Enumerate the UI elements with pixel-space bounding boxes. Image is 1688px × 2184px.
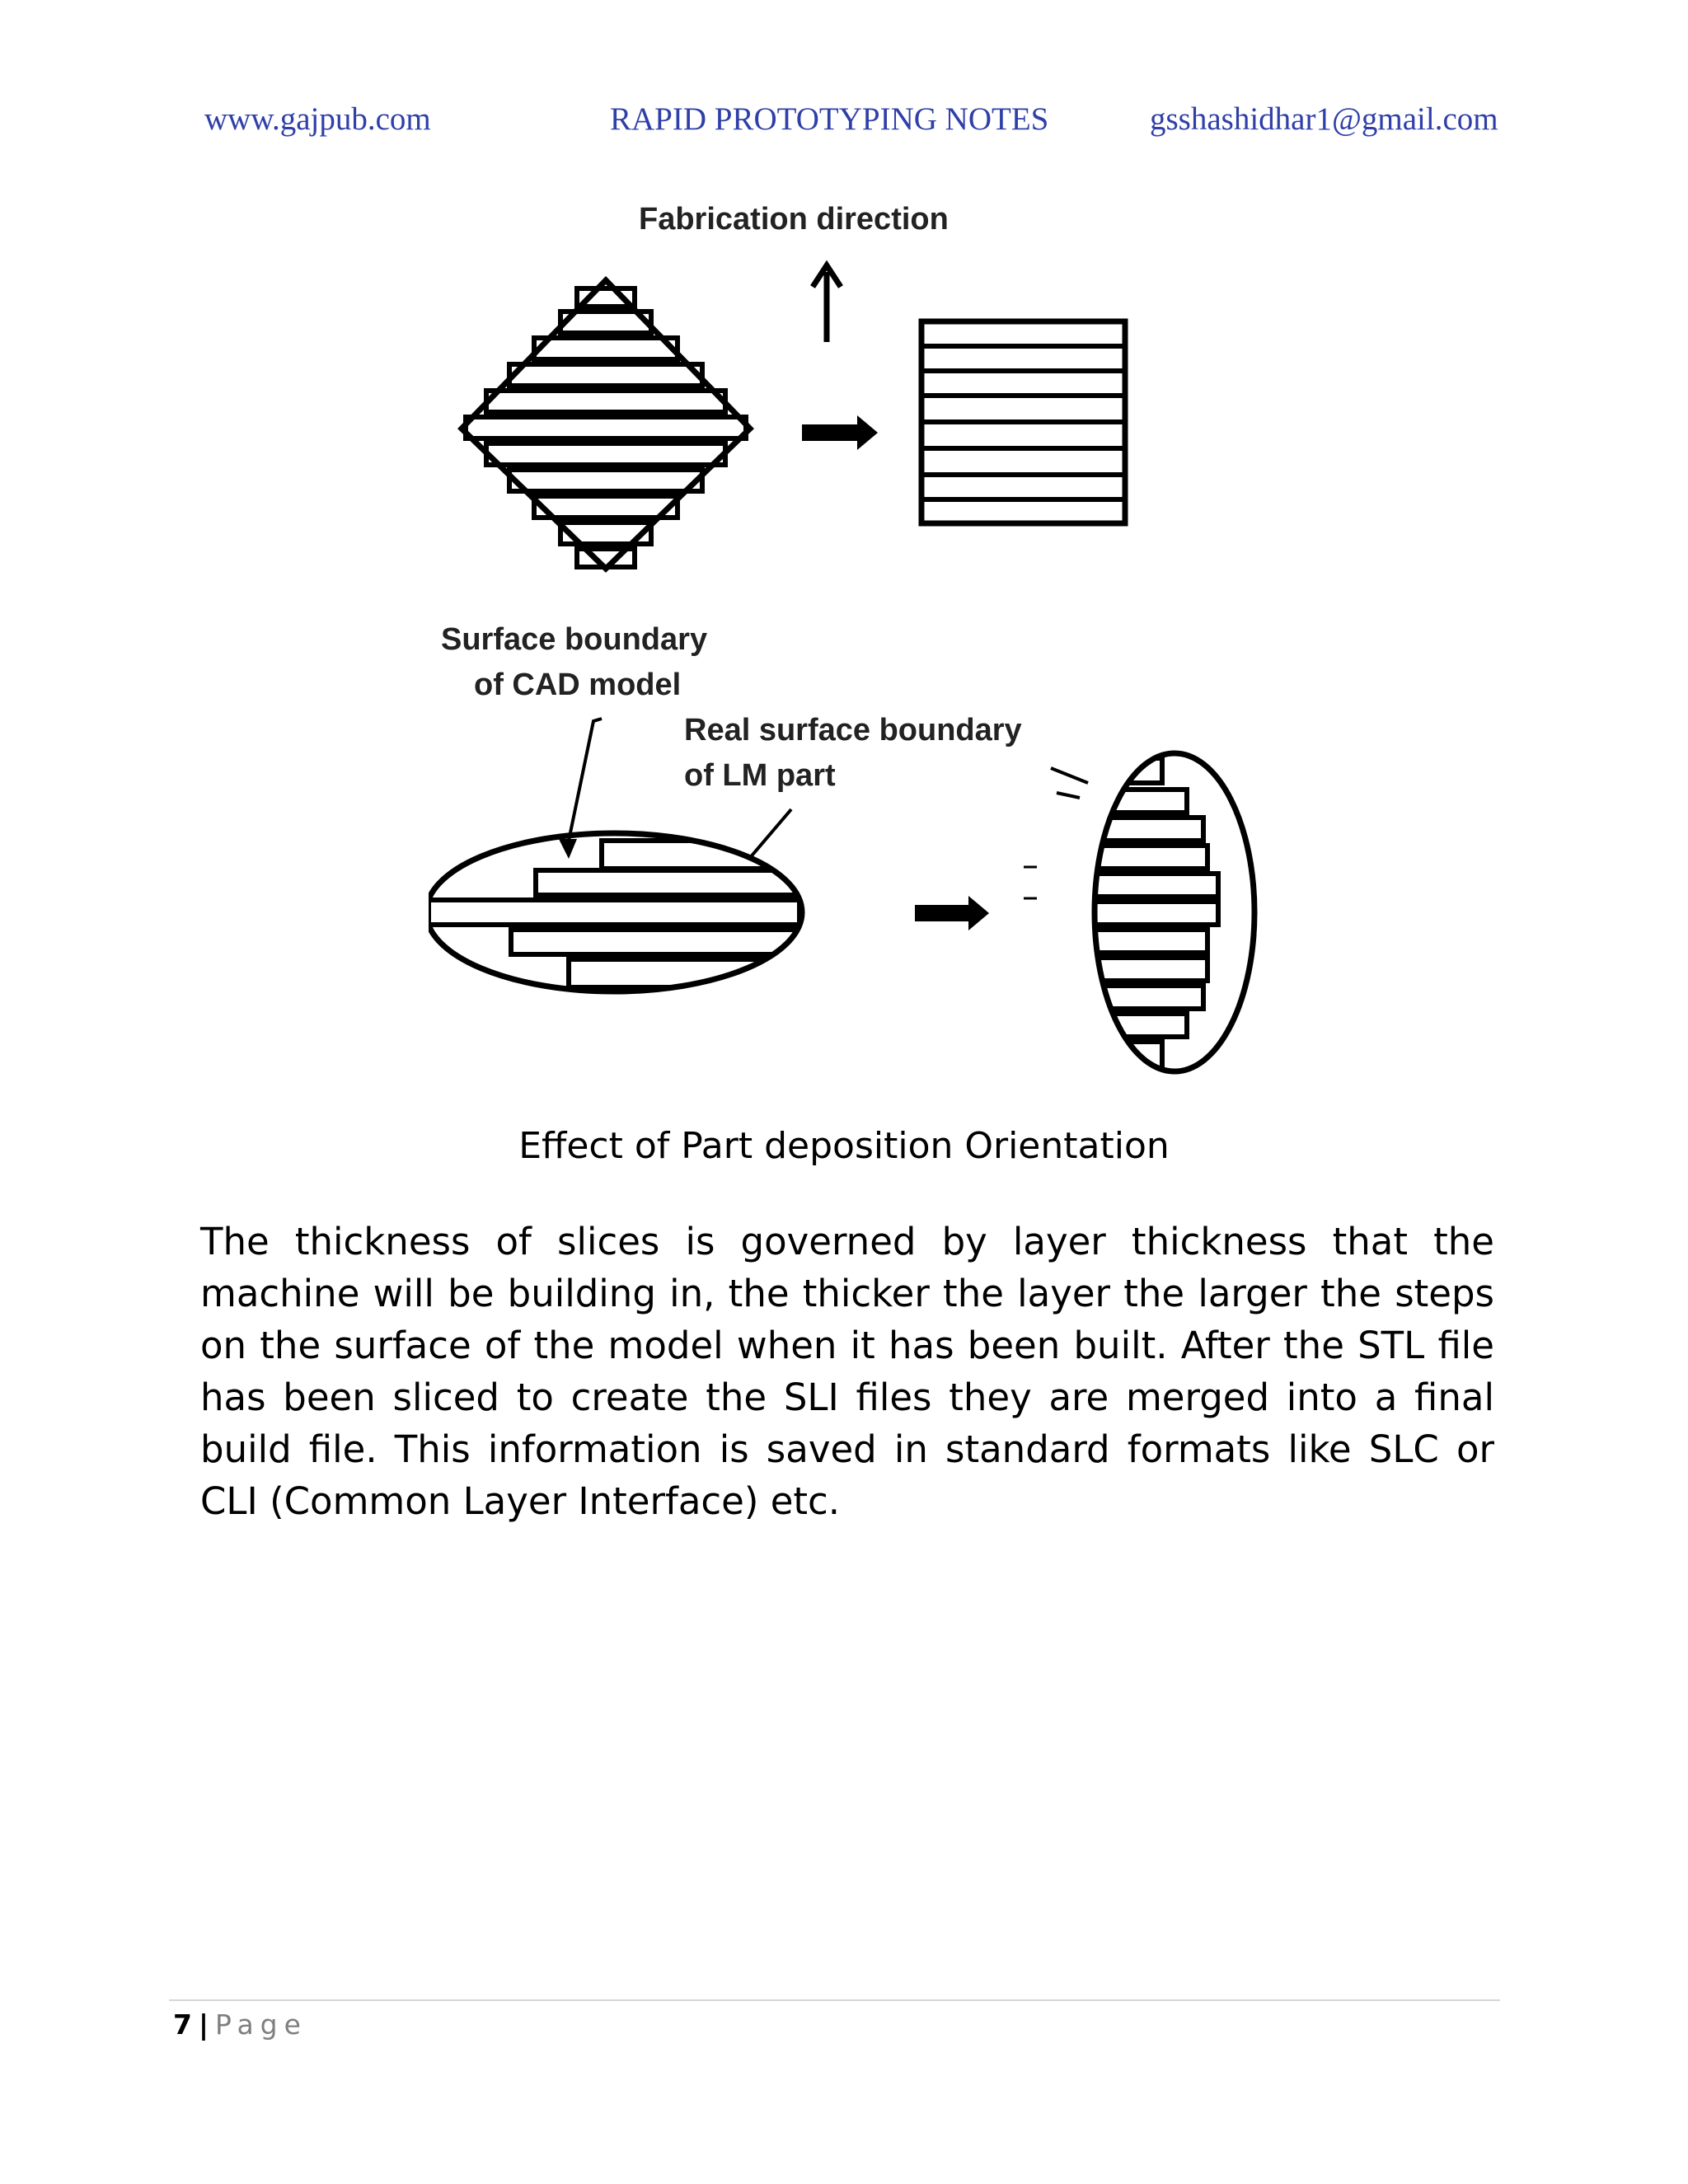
header-website: www.gajpub.com [204, 101, 431, 137]
orientation-diagram [429, 190, 1269, 1096]
square-sliced-part [921, 321, 1125, 523]
page-number: 7 [173, 2008, 192, 2041]
orientation-figure [429, 190, 1269, 1096]
label-real-line1: Real surface boundary [684, 713, 1022, 748]
header-title: RAPID PROTOTYPING NOTES [610, 101, 1049, 137]
footer-divider [169, 1999, 1500, 2001]
header-email: gsshashidhar1@gmail.com [1150, 101, 1498, 137]
right-arrow-bottom [915, 896, 989, 930]
horizontal-ellipse-part [429, 833, 832, 991]
diamond-sliced-part [462, 280, 750, 569]
leader-ticks [1024, 768, 1088, 898]
page-separator: | [198, 2008, 209, 2041]
page-footer [173, 2008, 307, 2041]
label-cad-line2: of CAD model [474, 668, 682, 702]
figure-caption: Effect of Part deposition Orientation [518, 1125, 1170, 1167]
label-real-line2: of LM part [684, 758, 836, 793]
page-label: Page [215, 2008, 307, 2041]
fabrication-arrow-up [813, 265, 841, 342]
label-cad-line1: Surface boundary [441, 622, 708, 657]
vertical-ellipse-part [1045, 753, 1254, 1071]
label-fabrication-direction: Fabrication direction [639, 202, 949, 237]
body-paragraph: The thickness of slices is governed by layer thickness that the machine will be building in, the thicker the layer the larger the steps on the surface of the model when it has been built. After the STL file has been sliced to create the SLI files they are merged into a final build file. This information is saved in standard formats like SLC or CLI (Common Layer Interface) etc. [200, 1220, 1494, 1523]
right-arrow-top [802, 415, 878, 450]
